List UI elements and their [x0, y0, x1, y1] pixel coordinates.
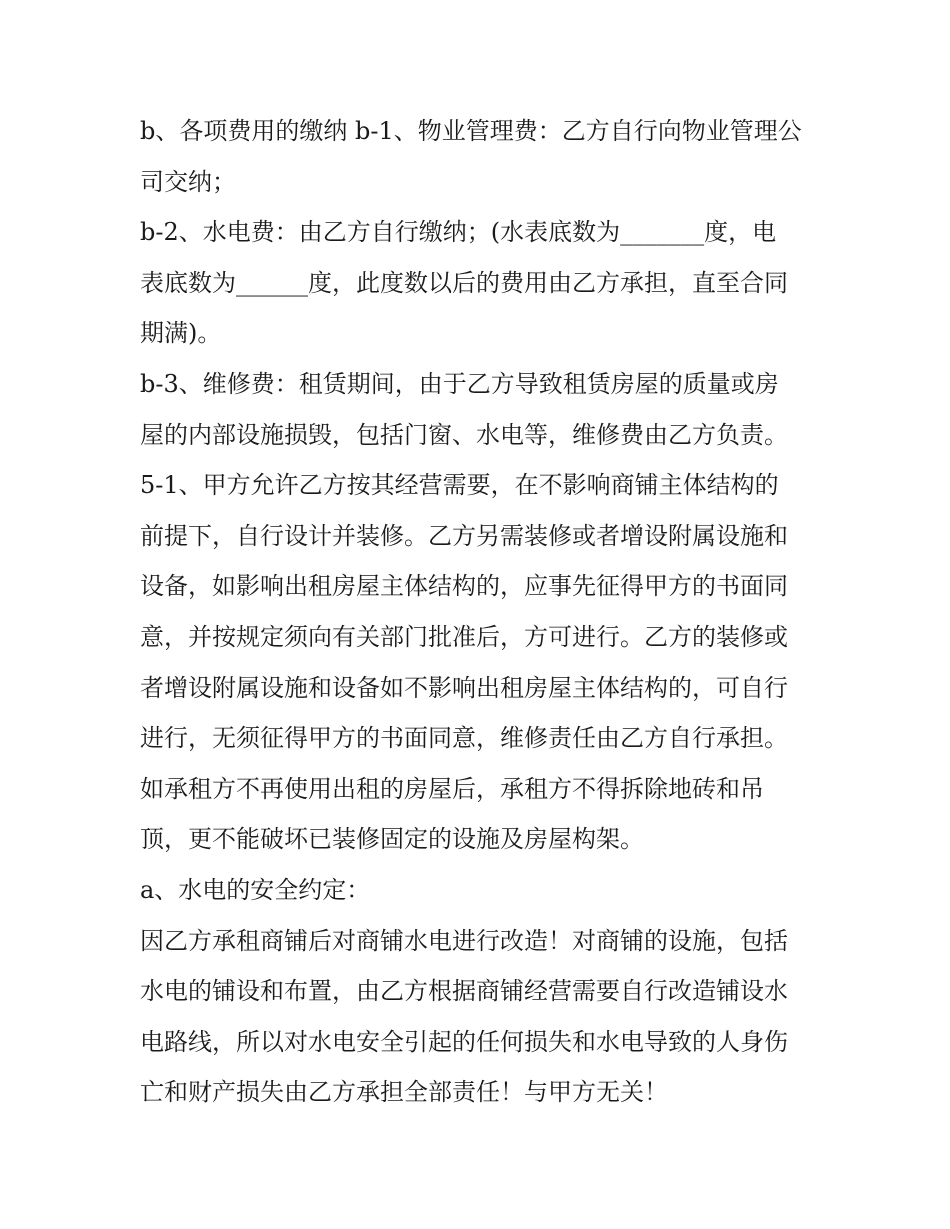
- text-line: 司交纳；: [140, 167, 236, 196]
- text-line: 进行，无须征得甲方的书面同意，维修责任由乙方自行承担。: [140, 724, 788, 753]
- text-line: 5-1、甲方允许乙方按其经营需要，在不影响商铺主体结构的: [140, 471, 779, 500]
- text-line: 者增设附属设施和设备如不影响出租房屋主体结构的，可自行: [140, 673, 788, 702]
- text-line: b-3、维修费：租赁期间，由于乙方导致租赁房屋的质量或房: [140, 369, 779, 398]
- text-line: b-2、水电费：由乙方自行缴纳；(水表底数为_______度，电: [140, 218, 777, 247]
- text-line: 期满)。: [140, 319, 222, 348]
- text-line: 表底数为______度，此度数以后的费用由乙方承担，直至合同: [140, 268, 788, 297]
- paragraph-safety-heading: [140, 865, 820, 916]
- paragraph-renovation-clause: [140, 460, 820, 865]
- text-line: 因乙方承租商铺后对商铺水电进行改造！对商铺的设施，包括: [140, 926, 788, 955]
- paragraph-safety-clause: [140, 916, 820, 1118]
- text-line: 顶，更不能破坏已装修固定的设施及房屋构架。: [140, 825, 644, 854]
- text-line: 水电的铺设和布置，由乙方根据商铺经营需要自行改造铺设水: [140, 977, 788, 1006]
- text-line: 如承租方不再使用出租的房屋后，承租方不得拆除地砖和吊: [140, 774, 764, 803]
- paragraph-repair-fee: [140, 359, 820, 460]
- paragraph-utility-fee: [140, 207, 820, 359]
- text-line: 电路线，所以对水电安全引起的任何损失和水电导致的人身伤: [140, 1027, 788, 1056]
- text-line: 屋的内部设施损毁，包括门窗、水电等，维修费由乙方负责。: [140, 420, 788, 449]
- document-body: [140, 106, 820, 1118]
- text-line: 亡和财产损失由乙方承担全部责任！与甲方无关！: [140, 1078, 668, 1107]
- text-line: a、水电的安全约定：: [140, 875, 371, 904]
- text-line: b、各项费用的缴纳 b-1、物业管理费：乙方自行向物业管理公: [140, 117, 802, 145]
- text-line: 前提下，自行设计并装修。乙方另需装修或者增设附属设施和: [140, 521, 788, 550]
- text-line: 意，并按规定须向有关部门批准后，方可进行。乙方的装修或: [140, 622, 788, 651]
- paragraph-fee-payment: [140, 106, 820, 207]
- text-line: 设备，如影响出租房屋主体结构的，应事先征得甲方的书面同: [140, 572, 788, 601]
